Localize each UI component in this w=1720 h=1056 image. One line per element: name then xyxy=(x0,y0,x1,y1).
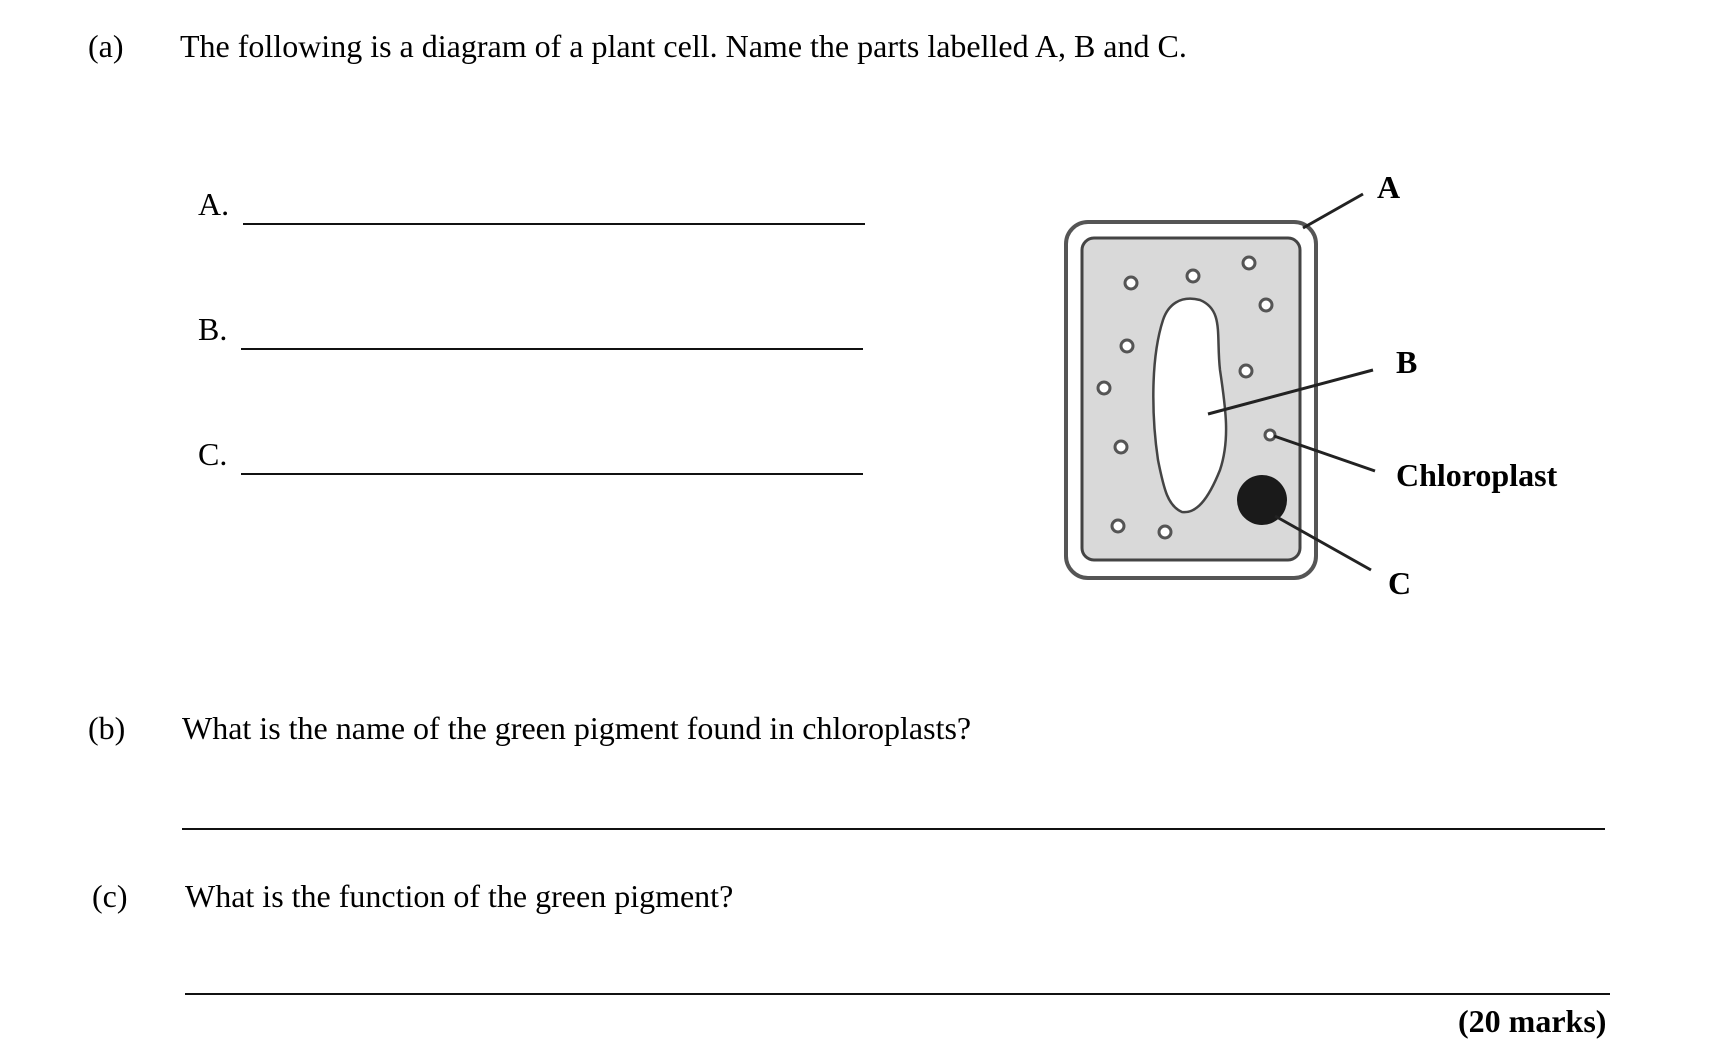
plant-cell-diagram xyxy=(1030,130,1630,650)
question-b-text: What is the name of the green pigment found in chloroplasts? xyxy=(182,710,972,746)
question-a-number: (a) xyxy=(88,28,124,64)
question-b-number: (b) xyxy=(88,710,126,746)
answer-a-line[interactable] xyxy=(243,223,865,225)
question-a-text: The following is a diagram of a plant cell. Name the parts labelled A, B and C. xyxy=(180,28,1187,64)
question-c-text: What is the function of the green pigment? xyxy=(185,878,734,914)
answer-b-line[interactable] xyxy=(241,348,863,350)
answer-b-label: B. xyxy=(198,311,228,347)
label-a: A xyxy=(1377,169,1401,205)
answer-c-line[interactable] xyxy=(241,473,863,475)
marks-total: (20 marks) xyxy=(1458,1003,1607,1039)
vacuole xyxy=(1153,299,1226,512)
answer-b-question-line[interactable] xyxy=(182,828,1605,830)
label-chloroplast: Chloroplast xyxy=(1396,457,1558,493)
answer-c-question-line[interactable] xyxy=(185,993,1610,995)
label-c: C xyxy=(1388,565,1412,601)
answer-c-label: C. xyxy=(198,436,228,472)
answer-a-label: A. xyxy=(198,186,230,222)
question-c-number: (c) xyxy=(92,878,128,914)
leader-line-a xyxy=(1303,194,1363,228)
label-b: B xyxy=(1396,344,1418,380)
